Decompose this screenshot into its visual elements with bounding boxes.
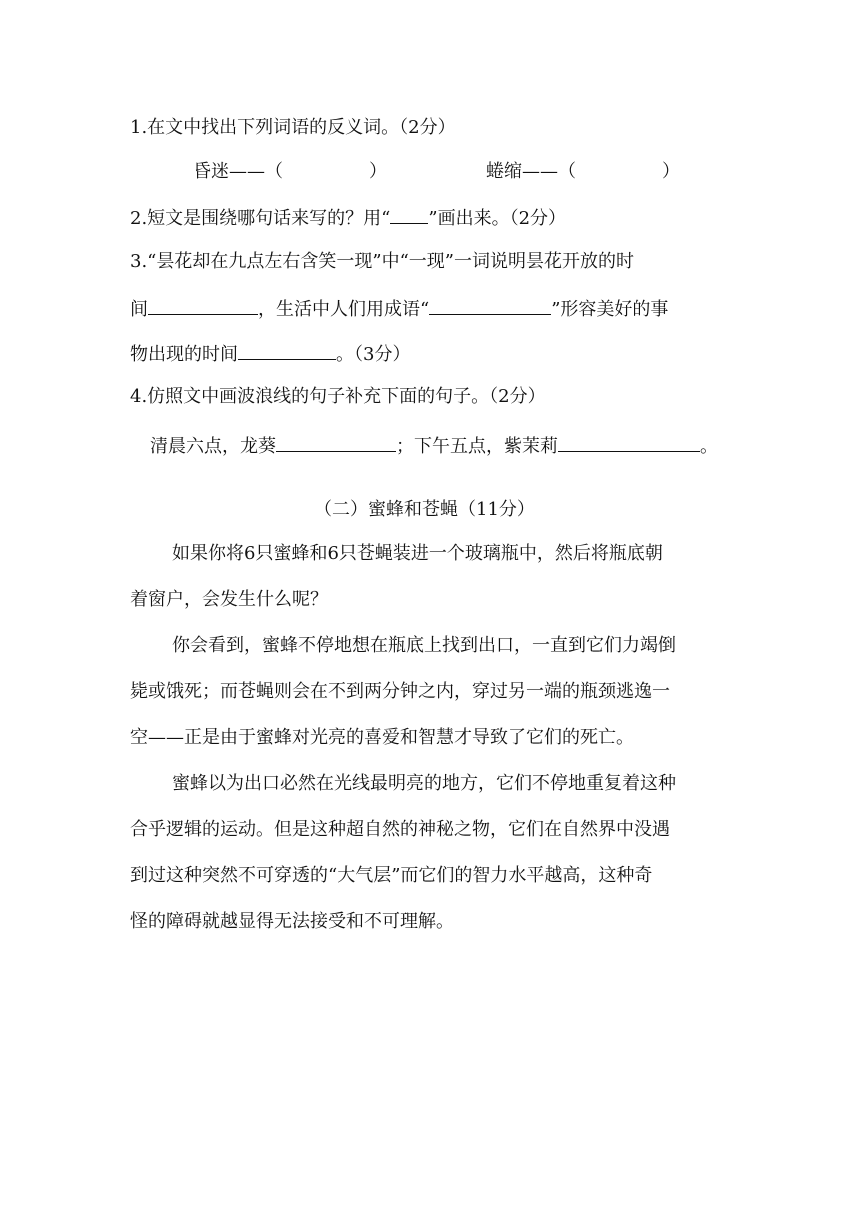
q4-blank-1[interactable] — [276, 433, 396, 452]
question-3-line-3 — [130, 341, 410, 367]
question-1-prompt: 1.在文中找出下列词语的反义词。（2分） — [130, 117, 456, 138]
q1-item-1-close: ） — [369, 161, 387, 182]
q3-blank-2[interactable] — [429, 296, 551, 315]
q2-part-1: 2.短文是围绕哪句话来写的？用“ — [130, 208, 391, 229]
q1-item-2: 蜷缩——（ — [486, 161, 576, 182]
paragraph-1-line-2: 着窗户，会发生什么呢？ — [130, 589, 328, 610]
question-1-items — [193, 160, 387, 184]
paragraph-3-line-3: 到过这种突然不可穿透的“大气层”而它们的智力水平越高，这种奇 — [130, 865, 653, 886]
q2-part-2: ”画出来。（2分） — [428, 208, 567, 229]
paragraph-3-line-4: 怪的障碍就越显得无法接受和不可理解。 — [130, 911, 454, 932]
q1-item-1: 昏迷——（ — [193, 161, 283, 182]
paragraph-2-line-1: 你会看到，蜜蜂不停地想在瓶底上找到出口，一直到它们力竭倒 — [172, 635, 676, 656]
q1-item-2-close: ） — [662, 161, 680, 182]
q3-line-3-b: 。（3分） — [336, 344, 411, 365]
question-3-line-1: 3.“昙花却在九点左右含笑一现”中“一现”一词说明昙花开放的时 — [130, 251, 634, 272]
q2-answer-blank[interactable] — [390, 205, 428, 224]
question-1-items-2 — [486, 160, 680, 184]
paragraph-3-line-2: 合乎逻辑的运动。但是这种超自然的神秘之物，它们在自然界中没遇 — [130, 819, 670, 840]
paragraph-2-line-3: 空——正是由于蜜蜂对光亮的喜爱和智慧才导致了它们的死亡。 — [130, 727, 634, 748]
q3-blank-3[interactable] — [238, 341, 336, 360]
q3-blank-1[interactable] — [148, 296, 258, 315]
q4-part-a: 清晨六点，龙葵 — [150, 436, 276, 457]
question-4-sentence — [150, 433, 718, 459]
q4-part-c: 。 — [700, 436, 718, 457]
q3-line-2-b: ，生活中人们用成语“ — [258, 299, 430, 320]
q3-line-3-a: 物出现的时间 — [130, 344, 238, 365]
paragraph-3-line-1: 蜜蜂以为出口必然在光线最明亮的地方，它们不停地重复着这种 — [172, 773, 676, 794]
paragraph-1-line-1: 如果你将6只蜜蜂和6只苍蝇装进一个玻璃瓶中，然后将瓶底朝 — [172, 543, 663, 564]
section-2-title: （二）蜜蜂和苍蝇（11分） — [314, 499, 535, 520]
paragraph-2-line-2: 毙或饿死；而苍蝇则会在不到两分钟之内，穿过另一端的瓶颈逃逸一 — [130, 681, 670, 702]
q3-line-2-a: 间 — [130, 299, 148, 320]
q4-part-b: ；下午五点，紫茉莉 — [396, 436, 558, 457]
question-2 — [130, 205, 566, 231]
question-3-line-2 — [130, 296, 668, 322]
q4-blank-2[interactable] — [558, 433, 700, 452]
question-4-prompt: 4.仿照文中画波浪线的句子补充下面的句子。（2分） — [130, 386, 546, 407]
q3-line-2-c: ”形容美好的事 — [551, 299, 669, 320]
